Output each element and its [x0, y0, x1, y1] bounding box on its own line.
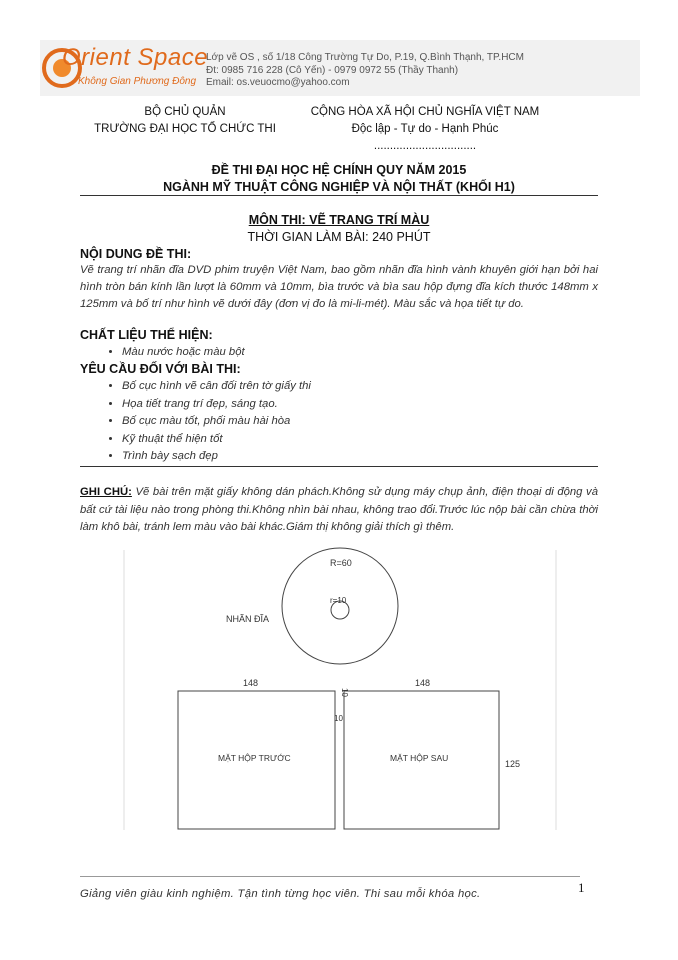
height-label: 125 — [505, 759, 521, 769]
ministry-header — [80, 104, 290, 138]
gap-middle-label: 10 — [334, 714, 343, 723]
material-heading: CHẤT LIỆU THỂ HIỆN: — [80, 328, 213, 342]
technical-drawing — [0, 540, 678, 840]
back-cover-label: MẶT HỘP SAU — [390, 753, 449, 763]
inner-radius-label: r=10 — [330, 596, 347, 605]
note-label: GHI CHÚ: — [80, 486, 132, 498]
republic-header — [290, 104, 560, 155]
ministry-line: BỘ CHỦ QUẢN — [144, 106, 226, 118]
list-item: • Màu nước hoặc màu bột — [122, 344, 245, 362]
note-block — [80, 484, 598, 537]
list-item: • Trình bày sạch đẹp — [122, 448, 311, 466]
exam-title — [0, 162, 678, 196]
note-text: Vẽ bài trên mặt giấy không dán phách.Không sử dụng máy chụp ảnh, điện thoại di động và bất cứ tài liệu nào trong phòng thi.Không nhìn bài nhau, không trao đổi.Trước lúc nộp bài cần chừa thời làm khô bài, tránh lem màu vào bài khác.Giám thị không giải thích gì thêm. — [80, 486, 598, 533]
divider — [80, 466, 598, 467]
disc-label: NHÃN ĐĨA — [226, 614, 270, 624]
footer-text: Giảng viên giàu kinh nghiệm. Tận tình từng học viên. Thi sau mỗi khóa học. — [80, 888, 481, 900]
exam-duration: THỜI GIAN LÀM BÀI: 240 PHÚT — [247, 230, 431, 244]
list-item: • Kỹ thuật thể hiện tốt — [122, 431, 311, 449]
list-item: • Bố cục màu tốt, phối màu hài hòa — [122, 413, 311, 431]
contact-line-email: Email: os.veuocmo@yahoo.com — [206, 77, 350, 88]
outer-radius-label: R=60 — [330, 558, 352, 568]
front-width-label: 148 — [243, 678, 259, 688]
page-number: 1 — [578, 880, 585, 895]
back-width-label: 148 — [415, 678, 431, 688]
university-line: TRƯỜNG ĐẠI HỌC TỔ CHỨC THI — [94, 123, 276, 135]
logo-text: Orient Space — [62, 44, 209, 71]
subject-block — [0, 212, 678, 246]
republic-line: CỘNG HÒA XÃ HỘI CHỦ NGHĨA VIỆT NAM — [310, 106, 540, 118]
gap-top-label: 10 — [340, 688, 349, 697]
divider — [80, 195, 598, 196]
content-heading: NỘI DUNG ĐỀ THI: — [80, 247, 192, 261]
requirements-list — [80, 378, 311, 466]
subject-name: MÔN THI: VẼ TRANG TRÍ MÀU — [248, 213, 430, 227]
list-item: • Bố cục hình vẽ cân đối trên tờ giấy thi — [122, 378, 311, 396]
front-cover-label: MẶT HỘP TRƯỚC — [218, 753, 291, 763]
logo-subtitle: Không Gian Phương Đông — [78, 76, 197, 87]
list-item: • Họa tiết trang trí đẹp, sáng tạo. — [122, 396, 311, 414]
dotted-line: ................................ — [373, 140, 477, 152]
contact-line-address: Lớp vẽ OS , số 1/18 Công Trường Tự Do, P.19, Q.Bình Thạnh, TP.HCM — [206, 52, 524, 63]
contact-line-phone: Đt: 0985 716 228 (Cô Yến) - 0979 0972 55 (Thầy Thanh) — [206, 64, 459, 76]
content-text: Vẽ trang trí nhãn đĩa DVD phim truyện Việt Nam, bao gồm nhãn đĩa hình vành khuyên giới hạn bởi hai hình tròn bán kính lần lượt là 60mm và 10mm, bìa trước và bìa sau hộp đựng đĩa kích thước 148mm x 125mm và bố trí như hình vẽ dưới đây (đơn vị đo là mi-li-mét). Màu sắc và họa tiết tự do. — [80, 264, 598, 310]
exam-title-line1: ĐỀ THI ĐẠI HỌC HỆ CHÍNH QUY NĂM 2015 — [211, 163, 467, 177]
footer-divider — [80, 876, 580, 877]
material-list — [80, 344, 245, 362]
requirements-heading: YÊU CẦU ĐỐI VỚI BÀI THI: — [80, 362, 241, 376]
exam-title-line2: NGÀNH MỸ THUẬT CÔNG NGHIỆP VÀ NỘI THẤT (KHỐI H1) — [163, 180, 515, 194]
motto-line: Độc lập - Tự do - Hạnh Phúc — [351, 123, 499, 135]
contact-info — [206, 52, 524, 90]
